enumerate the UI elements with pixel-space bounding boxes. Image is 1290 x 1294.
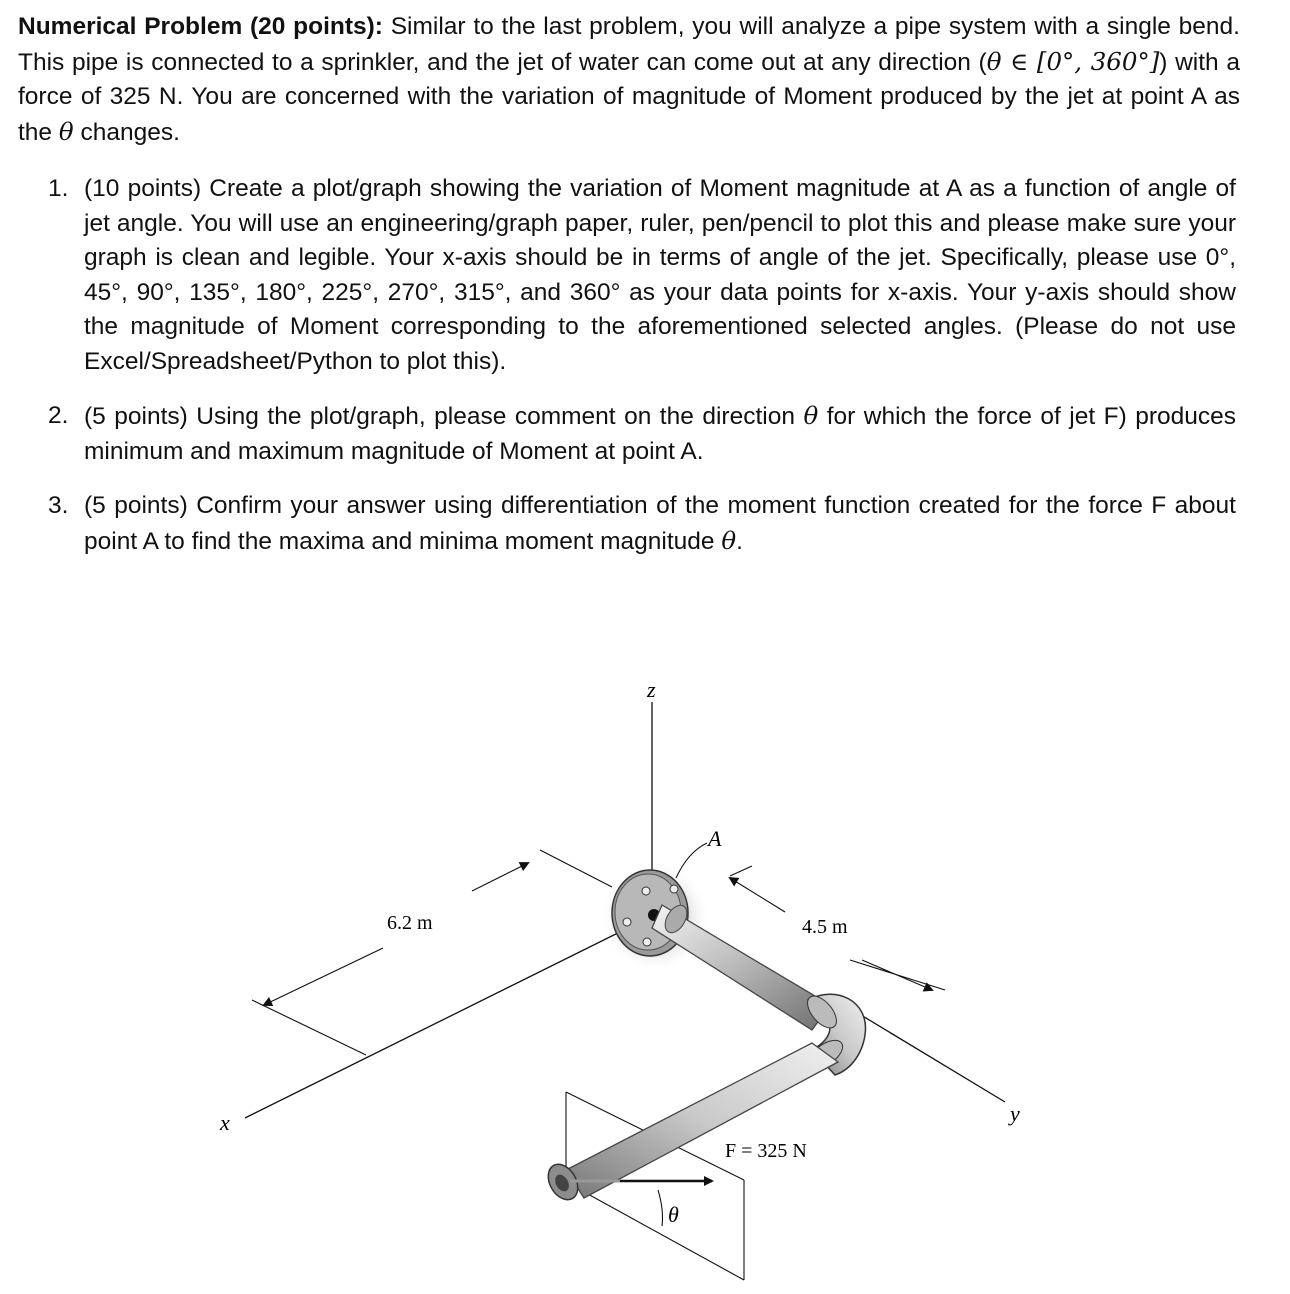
dim-extension-line <box>730 866 752 876</box>
force-label: F = 325 N <box>725 1140 807 1162</box>
question-number: 2. <box>48 402 69 429</box>
angle-range-expression: θ ∈ [0°, 360°] <box>986 46 1160 76</box>
bolt-hole <box>670 885 678 893</box>
y-axis <box>856 1012 1005 1102</box>
x-axis-label: x <box>220 1110 230 1135</box>
reference-line <box>566 1182 744 1280</box>
problem-intro-part2: ) with a force of 325 N. You are concerned with the variation of magnitude of Moment produced by the jet at point A as the <box>18 48 1240 146</box>
y-axis-label: y <box>1010 1101 1020 1126</box>
z-axis-label: z <box>647 677 656 702</box>
question-text-part2: . <box>736 527 743 555</box>
question-text: (10 points) Create a plot/graph showing the variation of Moment magnitude at A as a function of angle of jet angle. You will use an engineering/graph paper, ruler, pen/pencil to plot this and please make sure your graph is clean and legible. Your x-axis should be in terms of angle of the jet. Specifically, please use 0°, 45°, 90°, 135°, 180°, 225°, 270°, 315°, and 360° as your data points for x-axis. Your y-axis should show the magnitude of Moment corresponding to the aforementioned selected angles. (Please do not use Excel/Spreadsheet/Python to plot this). <box>84 175 1236 375</box>
bolt-hole <box>642 887 650 895</box>
dim-line-4-5 <box>730 878 785 912</box>
problem-title-colon: : <box>374 13 383 40</box>
question-text-part1: (5 points) Using the plot/graph, please comment on the direction <box>84 403 795 430</box>
pipe-segment-lower <box>566 1043 838 1198</box>
angle-label: θ <box>668 1202 679 1227</box>
bolt-hole <box>643 938 651 946</box>
dimension-6-2-label: 6.2 m <box>387 912 433 934</box>
dim-extension-line <box>540 850 612 887</box>
question-list <box>48 172 1236 579</box>
x-axis <box>245 922 640 1118</box>
question-number: 3. <box>48 492 69 519</box>
theta-symbol: θ <box>803 401 819 430</box>
question-number: 1. <box>48 175 69 202</box>
dim-extension-line <box>252 1000 366 1055</box>
bolt-hole <box>623 918 631 926</box>
dimension-4-5-label: 4.5 m <box>802 916 848 938</box>
question-item <box>48 172 1236 379</box>
problem-title: Numerical Problem (20 points) <box>18 13 375 40</box>
dim-line-6-2 <box>472 863 528 891</box>
problem-statement <box>18 10 1240 150</box>
pipe-figure <box>200 650 1020 1290</box>
question-item <box>48 399 1236 469</box>
question-text-part1: (5 points) Confirm your answer using differentiation of the moment function created for the force F about point A to find the maxima and minima moment magnitude <box>84 492 1236 555</box>
problem-intro-part3: changes. <box>80 118 180 146</box>
theta-symbol: θ <box>58 116 74 146</box>
question-text-part2: for which the force of jet F) produces minimum and maximum magnitude of Moment at point A. <box>84 403 1237 465</box>
question-item <box>48 489 1236 559</box>
theta-symbol: θ <box>721 525 737 555</box>
angle-arc <box>658 1190 663 1226</box>
dim-line-6-2 <box>264 948 383 1005</box>
problem-intro-part1: Similar to the last problem, you will analyze a pipe system with a single bend. This pipe is connected to a sprinkler, and the jet of water can come out at any direction ( <box>18 13 1240 76</box>
point-a-label: A <box>708 826 722 851</box>
dim-line-4-5 <box>862 960 932 990</box>
